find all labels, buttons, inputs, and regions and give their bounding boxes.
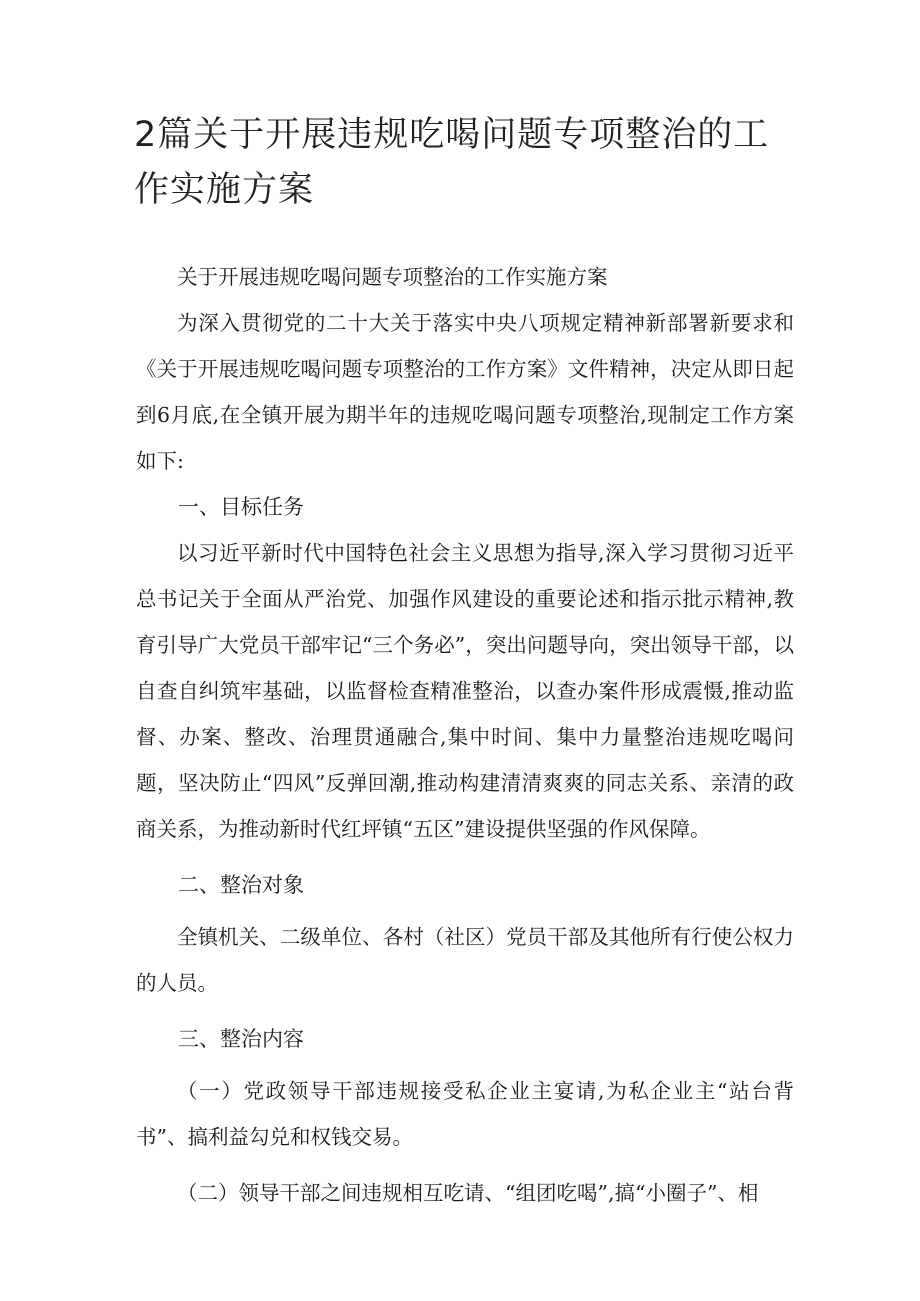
intro-paragraph: 为深入贯彻党的二十大关于落实中央八项规定精神新部署新要求和《关于开展违规吃喝问题专项整治的工作方案》文件精神，决定从即日起到6月底,在全镇开展为期半年的违规吃喝问题专项整治,现制定工作方案如下:: [136, 311, 794, 473]
section-heading-content: 三、整治内容: [178, 1027, 304, 1051]
document-title: 2篇关于开展违规吃喝问题专项整治的工作实施方案: [134, 115, 770, 210]
section-goals-paragraph: 以习近平新时代中国特色社会主义思想为指导,深入学习贯彻习近平总书记关于全面从严治党、加强作风建设的重要论述和指示批示精神,教育引导广大党员干部牢记“三个务必”，突出问题导向，突出领导干部，以自查自纠筑牢基础，以监督检查精准整治，以查办案件形成震慑,推动监督、办案、整改、治理贯通融合,集中时间、集中力量整治违规吃喝问题，坚决防止“四风”反弹回潮,推动构建清清爽爽的同志关系、亲清的政商关系，为推动新时代红坪镇“五区”建设提供坚强的作风保障。: [136, 541, 794, 841]
section-targets-paragraph: 全镇机关、二级单位、各村（社区）党员干部及其他所有行使公权力的人员。: [136, 925, 794, 995]
section-heading-goals: 一、目标任务: [178, 495, 304, 519]
document-subtitle: 关于开展违规吃喝问题专项整治的工作实施方案: [177, 265, 608, 289]
section-content-item-1: （一）党政领导干部违规接受私企业主宴请,为私企业主“站台背书”、搞利益勾兑和权钱交易。: [136, 1079, 794, 1149]
section-heading-targets: 二、整治对象: [178, 873, 304, 897]
document-body: [136, 254, 794, 1216]
section-content-item-2: （二）领导干部之间违规相互吃请、“组团吃喝”,搞“小圈子”、相: [177, 1181, 759, 1205]
